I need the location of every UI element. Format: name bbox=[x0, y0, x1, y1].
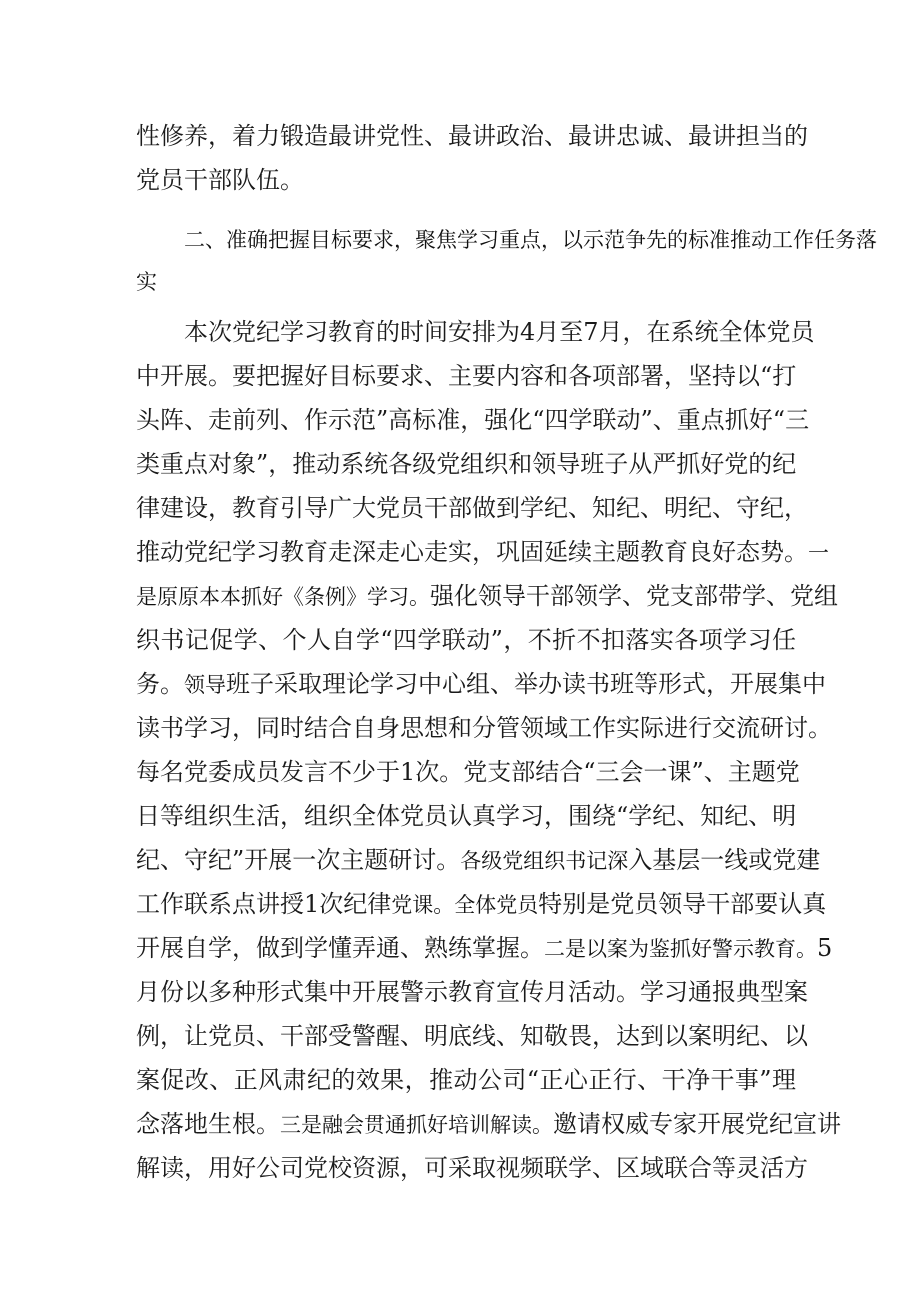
body-line-8: 织书记促学、个人自学“四学联动”，不折不扣落实各项学习任 bbox=[136, 626, 796, 654]
body-line-9-text-b: 班子采取理论学习中心组、举办读书班等形式，开展集中 bbox=[226, 670, 826, 698]
point-one-title: 是原原本本抓好《条例》学习。 bbox=[136, 585, 430, 609]
body-line-15 bbox=[136, 926, 833, 970]
body-line-3: 头阵、走前列、作示范”高标准，强化“四学联动”、重点抓好“三 bbox=[136, 406, 810, 434]
body-line-12: 日等组织生活，组织全体党员认真学习，围绕“学纪、知纪、明 bbox=[136, 802, 797, 830]
section-heading-line-2: 实 bbox=[136, 270, 157, 294]
body-line-5: 律建设，教育引导广大党员干部做到学纪、知纪、明纪、守纪， bbox=[136, 494, 808, 522]
body-line-2: 中开展。要把握好目标要求、主要内容和各项部署，坚持以“打 bbox=[136, 362, 797, 390]
body-line-17: 例，让党员、干部受警醒、明底线、知敬畏，达到以案明纪、以 bbox=[136, 1022, 808, 1050]
body-line-10: 读书学习，同时结合自身思想和分管领域工作实际进行交流研讨。 bbox=[136, 714, 832, 742]
body-line-9 bbox=[136, 662, 826, 706]
body-line-1: 本次党纪学习教育的时间安排为4月至7月，在系统全体党员 bbox=[184, 318, 815, 346]
body-line-13-text-b: 入基层一线或党建 bbox=[628, 846, 821, 874]
body-line-11: 每名党委成员发言不少于1次。党支部结合“三会一课”、主题党 bbox=[136, 758, 800, 786]
body-line-13 bbox=[136, 838, 821, 882]
body-line-14 bbox=[136, 882, 827, 926]
section-heading-line-1: 二、准确把握目标要求，聚焦学习重点，以示范争先的标准推动工作任务落 bbox=[184, 228, 877, 252]
body-line-6 bbox=[136, 530, 829, 574]
point-two-title: 二是以案为鉴抓好警示教育。 bbox=[544, 937, 817, 961]
body-line-14-text-a: 工作联系点讲授1次纪律 bbox=[136, 890, 392, 918]
body-line-14-text-b: 特别是党员领导干部要认真 bbox=[538, 890, 827, 918]
body-line-19 bbox=[136, 1102, 841, 1146]
body-line-18: 案促改、正风肃纪的效果，推动公司“正心正行、干净干事”理 bbox=[136, 1066, 796, 1094]
body-line-20: 解读，用好公司党校资源，可采取视频联学、区域联合等灵活方 bbox=[136, 1154, 808, 1182]
body-line-6-text: 推动党纪学习教育走深走心走实，巩固延续主题教育良好态势。 bbox=[136, 538, 808, 566]
body-line-15-text: 开展自学，做到学懂弄通、熟练掌握。 bbox=[136, 934, 544, 962]
body-line-19-text-b: 邀请权威专家开展党纪宣讲 bbox=[553, 1110, 841, 1138]
body-line-7-text: 强化领导干部领学、党支部带学、党组 bbox=[430, 582, 838, 610]
body-line-14-party-lesson: 党课。全体党员 bbox=[391, 893, 539, 917]
body-line-7 bbox=[136, 574, 838, 618]
body-line-16: 月份以多种形式集中开展警示教育宣传月活动。学习通报典型案 bbox=[136, 978, 808, 1006]
body-line-19-text-a: 念落地生根。 bbox=[136, 1110, 280, 1138]
point-one-number: 一 bbox=[808, 541, 829, 565]
intro-line-2: 党员干部队伍。 bbox=[136, 166, 304, 194]
body-line-13-text-a: 纪、守纪”开展一次主题研讨。 bbox=[136, 846, 461, 874]
intro-line-1: 性修养，着力锻造最讲党性、最讲政治、最讲忠诚、最讲担当的 bbox=[136, 122, 808, 150]
body-line-4: 类重点对象”，推动系统各级党组织和领导班子从严抓好党的纪 bbox=[136, 450, 797, 478]
point-three-title: 三是融会贯通抓好培训解读。 bbox=[280, 1113, 553, 1137]
body-line-9-text-a: 务。 bbox=[136, 670, 184, 698]
body-line-9-leader: 领导 bbox=[184, 673, 226, 697]
body-line-15-number: 5 bbox=[817, 934, 833, 962]
body-line-13-secretary: 各级党组织书记深 bbox=[460, 849, 629, 873]
